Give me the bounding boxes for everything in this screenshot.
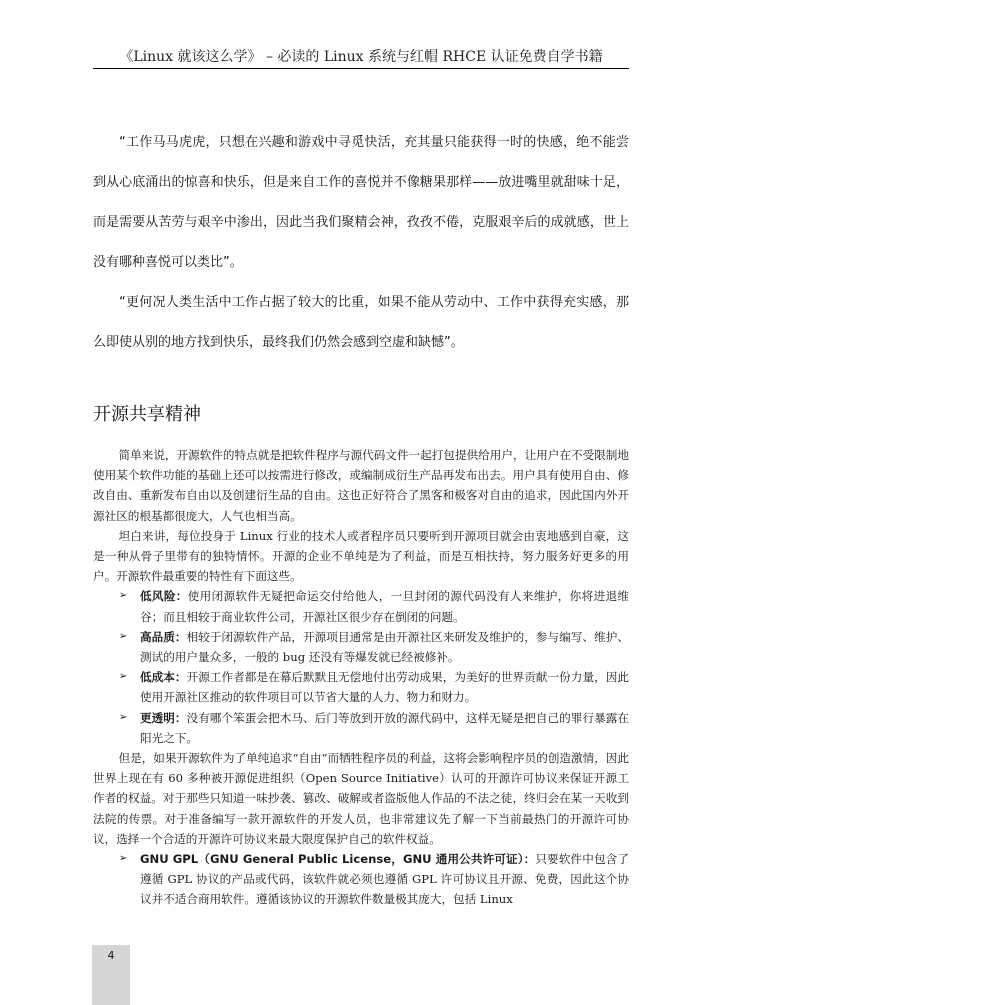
feature-item-low-risk: [93, 586, 629, 626]
page-number-tab: [92, 945, 130, 1005]
arrow-bullet-icon: ➢: [119, 853, 128, 865]
feature-text: 使用闭源软件无疑把命运交付给他人，一旦封闭的源代码没有人来维护，你将进退维谷；而且相较于商业软件公司，开源社区很少存在倒闭的问题。: [140, 589, 629, 624]
license-item-gpl: [93, 849, 629, 910]
arrow-bullet-icon: ➢: [119, 590, 128, 602]
arrow-bullet-icon: ➢: [119, 630, 128, 642]
license-text: 只要软件中包含了遵循 GPL 协议的产品或代码，该软件就必须也遵循 GPL 许可协议且开源、免费，因此这个协议并不适合商用软件。遵循该协议的开源软件数量极其庞大，包括 Linux: [140, 852, 629, 907]
feature-text: 开源工作者都是在幕后默默且无偿地付出劳动成果，为美好的世界贡献一份力量，因此使用开源社区推动的软件项目可以节省大量的人力、物力和财力。: [140, 670, 629, 705]
paragraph-intro: 简单来说，开源软件的特点就是把软件程序与源代码文件一起打包提供给用户，让用户在不受限制地使用某个软件功能的基础上还可以按需进行修改，或编制成衍生产品再发布出去。用户具有使用自由、修改自由、重新发布自由以及创建衍生品的自由。这也正好符合了黑客和极客对自由的追求，因此国内外开源社区的根基都很庞大，人气也相当高。: [93, 448, 629, 523]
page-number: 4: [107, 949, 115, 962]
quote-paragraph-2: “更何况人类生活中工作占据了较大的比重，如果不能从劳动中、工作中获得充实感，那么即使从别的地方找到快乐，最终我们仍然会感到空虚和缺憾”。: [93, 295, 629, 350]
section-title: 开源共享精神: [93, 404, 201, 425]
feature-term: 更透明：: [140, 710, 187, 725]
feature-term: 高品质：: [140, 629, 187, 644]
feature-item-low-cost: [93, 667, 629, 707]
license-term: GNU GPL（GNU General Public License，GNU 通用公共许可证）：: [140, 852, 536, 867]
feature-term: 低成本：: [140, 670, 187, 685]
feature-term: 低风险：: [140, 589, 188, 604]
feature-text: 相较于闭源软件产品，开源项目通常是由开源社区来研发及维护的，参与编写、维护、测试的用户量众多，一般的 bug 还没有等爆发就已经被修补。: [140, 629, 629, 665]
arrow-bullet-icon: ➢: [119, 671, 128, 683]
quote-paragraph-1: “工作马马虎虎，只想在兴趣和游戏中寻觅快活，充其量只能获得一时的快感，绝不能尝到从心底涌出的惊喜和快乐，但是来自工作的喜悦并不像糖果那样——放进嘴里就甜味十足，而是需要从苦劳与艰辛中渗出，因此当我们聚精会神，孜孜不倦，克服艰辛后的成就感，世上没有哪种喜悦可以类比”。: [93, 135, 629, 270]
paragraph-candid: 坦白来讲，每位投身于 Linux 行业的技术人或者程序员只要听到开源项目就会由衷地感到自豪，这是一种从骨子里带有的独特情怀。开源的企业不单纯是为了利益，而是互相扶持，努力服务好更多的用户。开源软件最重要的特性有下面这些。: [93, 528, 629, 584]
feature-item-transparent: [93, 708, 629, 748]
feature-item-high-quality: [93, 627, 629, 667]
feature-text: 没有哪个笨蛋会把木马、后门等放到开放的源代码中，这样无疑是把自己的罪行暴露在阳光之下。: [140, 710, 629, 745]
arrow-bullet-icon: ➢: [119, 711, 128, 723]
section-body: [93, 445, 629, 910]
paragraph-licenses: 但是，如果开源软件为了单纯追求“自由”而牺牲程序员的利益，这将会影响程序员的创造激情，因此世界上现在有 60 多种被开源促进组织（Open Source Initiative）认可的开源许可协议来保证开源工作者的权益。对于那些只知道一味抄袭、篡改、破解或者盗版他人作品的不法之徒，终归会在某一天收到法院的传票。对于准备编写一款开源软件的开发人员，也非常建议先了解一下当前最热门的开源许可协议，选择一个合适的开源许可协议来最大限度保护自己的软件权益。: [93, 751, 629, 846]
running-header: 《Linux 就该这么学》 – 必读的 Linux 系统与红帽 RHCE 认证免费自学书籍: [93, 46, 629, 69]
